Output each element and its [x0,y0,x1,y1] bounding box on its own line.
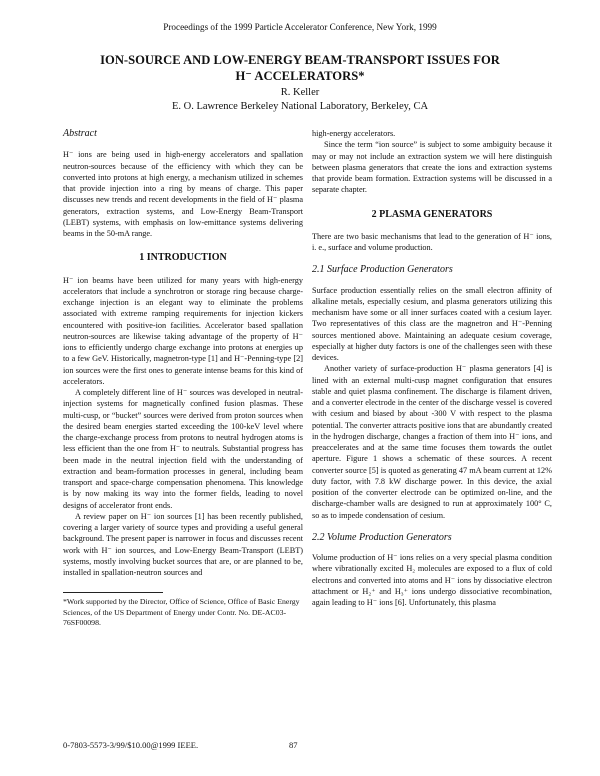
term-paragraph: Since the term “ion source” is subject to some ambiguity because it may or may not include an extraction system we will here distinguish between plasma generators that create the ions and extraction systems that provide beam formation. Extraction systems will be discussed in a separate chapter. [312,140,552,195]
section-2-heading: 2 PLASMA GENERATORS [371,208,493,220]
intro-heading: 1 INTRODUCTION [139,252,227,264]
intro-continuation: high-energy accelerators. [312,129,396,138]
title-line-1: ION-SOURCE AND LOW-ENERGY BEAM-TRANSPORT ISSUES FOR [100,53,500,67]
footnote: *Work supported by the Director, Office of Science, Office of Basic Energy Sciences, of the US Department of Energy under Contr. No. DE-AC03-76SF00098. [63,597,300,628]
left-column [63,128,303,629]
intro-paragraph-3: A review paper on H⁻ ion sources [1] has been recently published, covering a larger variety of source types and providing a useful general background. The present paper is narrower in focus and discusses recent work with H⁻ ion sources, and Low-Energy Beam-Transport (LEBT) systems, mostly involving bucket sources that are, or are planned to be, installed in spallation-neutron sources and [63,511,303,577]
author: R. Keller [280,87,320,98]
affiliation: E. O. Lawrence Berkeley National Laboratory, Berkeley, CA [171,101,429,112]
intro-paragraph-1: H⁻ ion beams have been utilized for many years with high-energy accelerators that include a synchrotron or storage ring because charge-exchange injection is an elegant way to eliminate the problems associated with extreme ramping requirements for injection kickers encountered with positive-ion facilities. Accelerator based spallation neutron-sources are likewise taking advantage of the property of H⁻ ions to efficiently undergo charge exchange into protons at energies up to a few GeV. Historically, magnetron-type [1] and H⁻-Penning-type [2] ion sources were the first ones to generate intense beams for this kind of accelerators. [63,275,303,386]
section-2-paragraph: There are two basic mechanisms that lead to the generation of H⁻ ions, i. e., surface and volume production. [312,231,552,252]
intro-paragraph-2: A completely different line of H⁻ sources was developed in neutral-injection systems for magnetically confined fusion plasmas. These multi-cusp, or “bucket” sources were derived from proton sources when the desired beam energies started exceeding the 100-keV level where the charge-exchange process from protons to neutral hydrogen atoms is less efficient than the one from H⁻ to neutrals. Substantial progress has been made in the neutral injection field with the understanding of extraction and beam-formation processes in general, including beam transport and space-charge compensation phenomena. This knowledge is by now making its way into the former fields, leading to novel designs of accelerator front ends. [63,388,303,510]
title-line-2: H⁻ ACCELERATORS* [235,69,365,83]
subsection-2-1-paragraph-1: Surface production essentially relies on the small electron affinity of alkaline metals, especially cesium, and plasma generators utilizing this mechanism have some or all inner surfaces coated with a cesium layer. Two representatives of this class are the magnetron and H⁻-Penning sources mentioned above. Maintaining an adequate cesium coverage, especially at higher duty factors is one of the challenges seen with these devices. [312,285,552,362]
subsection-2-1-heading: 2.1 Surface Production Generators [312,264,453,276]
subsection-2-2-paragraph: Volume production of H⁻ ions relies on a very special plasma condition where vibrationally excited H₂ molecules are exposed to a flux of cold electrons and converted into atoms and H⁻ ions by dissociative electron attachment or H₂⁺ and H₃⁺ ions undergo dissociative recombination, again leading to H⁻ ions [6]. Unfortunately, this plasma [312,553,552,607]
subsection-2-2-heading: 2.2 Volume Production Generators [312,531,452,543]
right-column [312,128,552,608]
footnote-rule [63,592,163,593]
subsection-2-1-paragraph-2: Another variety of surface-production H⁻ plasma generators [4] is lined with an external multi-cusp magnet configuration that ensures stable and quiet plasma confinement. The discharge is filament driven, and a converter electrode in the center of the discharge vessel is covered with cesium and biased by about -300 V with respect to the plasma potential. The converter attracts positive ions that are abundantly created in the hydrogen discharge, changes a fraction of them into H⁻ ions, and preaccelerates and at the same time focuses them towards the outlet aperture. Figure 1 shows a schematic of these sources. A recent converter source [5] is quoted as generating 47 mA beam current at 12% duty factor, with 7.8 kW discharge power. In this device, the axial position of the converter electrode can be optimized on-line, and the discharge-chamber walls are designed to run at approximately 100° C, so as to impede condensation of cesium. [312,364,552,520]
page-number: 87 [289,740,298,750]
abstract-heading: Abstract [63,128,97,139]
abstract-text: H⁻ ions are being used in high-energy accelerators and spallation neutron-sources because of the efficiency with which they can be converted into protons at high energy, a mechanism utilized in schemes that provide injection into a ring by means of charge. This paper discusses new trends and recent developments in the field of H⁻ plasma generators, extraction systems, and Low-Energy Beam-Transport (LEBT) systems, with emphasis on low-emittance systems delivering beams in the 50-mA range. [63,150,303,238]
copyright-line: 0-7803-5573-3/99/$10.00@1999 IEEE. [63,740,199,750]
running-head: Proceedings of the 1999 Particle Accelerator Conference, New York, 1999 [163,22,437,32]
paper-title [40,52,560,84]
